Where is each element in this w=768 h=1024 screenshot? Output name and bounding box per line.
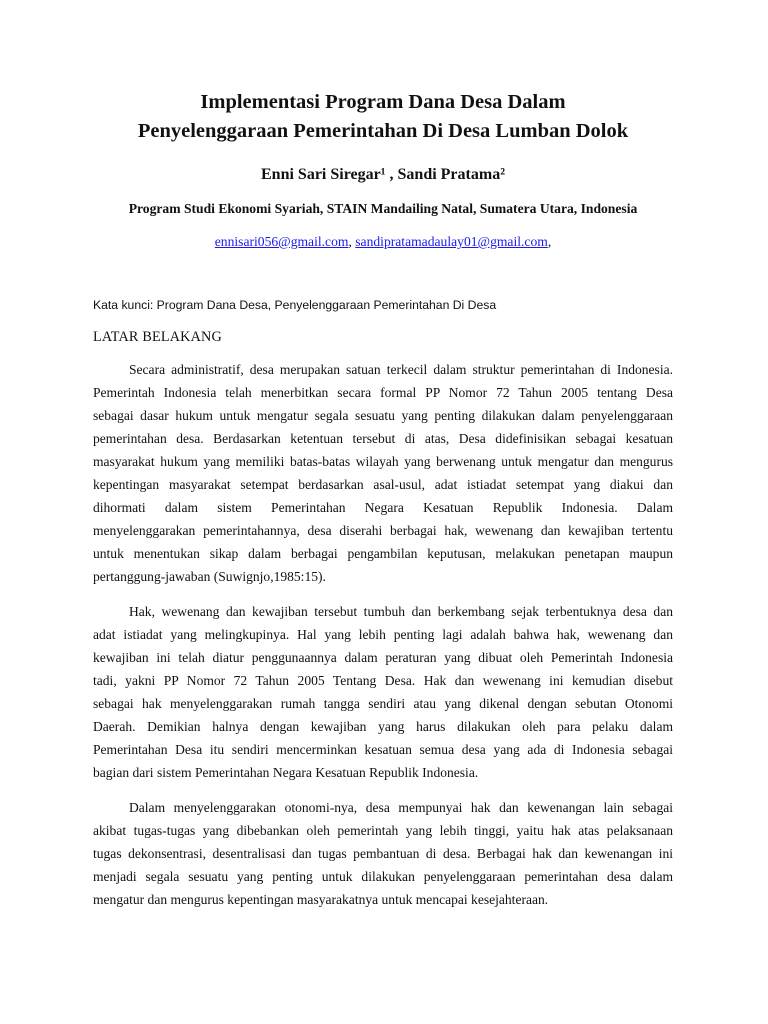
paragraph-line: menjadi segala sesuatu yang penting untuk dilakukan penyelenggaraan pemerintahan desa dalam bbox=[93, 869, 673, 884]
title-line-1: Implementasi Program Dana Desa Dalam bbox=[200, 91, 566, 113]
paragraph-line: kepentingan masyarakat setempat berdasarkan asal-usul, adat istiadat setempat yang diakui dan bbox=[93, 477, 673, 492]
email-link-1[interactable]: ennisari056@gmail.com bbox=[214, 234, 349, 249]
paragraph-line: Hak, wewenang dan kewajiban tersebut tumbuh dan berkembang sejak terbentuknya desa dan bbox=[129, 604, 673, 619]
paragraph-line: Dalam menyelenggarakan otonomi-nya, desa mempunyai hak dan kewenangan lain sebagai bbox=[129, 800, 673, 815]
paragraph-line: mengatur dan mengurus kepentingan masyarakatnya untuk mencapai kesejahteraan. bbox=[93, 892, 549, 907]
paragraph-line: tugas dekonsentrasi, desentralisasi dan tugas pembantuan di desa. Berbagai hak dan kewenangan ini bbox=[93, 846, 673, 861]
paragraph-1 bbox=[93, 358, 673, 588]
paragraph-line: sebagai hak menyelenggarakan rumah tangga sendiri atau yang dikenal dengan sebutan Otonomi bbox=[93, 696, 673, 711]
paragraph-line: pertanggung-jawaban (Suwignjo,1985:15). bbox=[93, 569, 326, 584]
email-separator: , bbox=[348, 234, 356, 249]
paragraph-line: Daerah. Demikian halnya dengan kewajiban yang harus dilakukan oleh para pelaku dalam bbox=[93, 719, 673, 734]
section-heading: LATAR BELAKANG bbox=[93, 329, 222, 345]
keywords: Kata kunci: Program Dana Desa, Penyelenggaraan Pemerintahan Di Desa bbox=[93, 298, 497, 312]
paragraph-line: masyarakat hukum yang memiliki batas-batas wilayah yang berwenang untuk mengatur dan mengurus bbox=[93, 454, 673, 469]
paper-title bbox=[93, 0, 673, 146]
title-line-2: Penyelenggaraan Pemerintahan Di Desa Lumban Dolok bbox=[137, 120, 629, 142]
paragraph-line: sebagai dasar hukum untuk mengatur segala sesuatu yang penting dilakukan dalam penyelenggaraan bbox=[93, 408, 673, 423]
paragraph-line: menyelenggarakan pemerintahannya, desa diserahi berbagai hak, wewenang dan kewajiban tertentu bbox=[93, 523, 673, 538]
paragraph-line: untuk menentukan sikap dalam berbagai pengambilan keputusan, melakukan penetapan maupun bbox=[93, 546, 673, 561]
email-link-2[interactable]: sandipratamadaulay01@gmail.com bbox=[355, 234, 548, 249]
paragraph-line: dihormati dalam sistem Pemerintahan Negara Kesatuan Republik Indonesia. Dalam bbox=[93, 500, 673, 515]
author-list: Enni Sari Siregar¹ , Sandi Pratama² bbox=[261, 166, 505, 183]
paragraph-line: Pemerintahan Desa itu sendiri mencerminkan kesatuan semua desa yang ada di Indonesia sebagai bbox=[93, 742, 673, 757]
affiliation: Program Studi Ekonomi Syariah, STAIN Mandailing Natal, Sumatera Utara, Indonesia bbox=[128, 201, 638, 216]
paragraph-line: tadi, yakni PP Nomor 72 Tahun 2005 Tentang Desa. Hak dan wewenang ini kemudian disebut bbox=[93, 673, 673, 688]
paragraph-line: kewajiban ini telah diatur penggunaannya dalam peraturan yang dibuat oleh Pemerintah Indonesia bbox=[93, 650, 673, 665]
email-trailing-comma: , bbox=[547, 234, 552, 249]
paragraph-2 bbox=[93, 600, 673, 784]
paragraph-line: adat istiadat yang melingkupinya. Hal yang lebih penting lagi adalah bahwa hak, wewenang dan bbox=[93, 627, 673, 642]
paragraph-line: pemerintahan desa. Berdasarkan ketentuan tersebut di atas, Desa didefinisikan sebagai kesatuan bbox=[93, 431, 673, 446]
paragraph-3 bbox=[93, 796, 673, 911]
paragraph-line: akibat tugas-tugas yang dibebankan oleh pemerintah yang lebih tinggi, yaitu hak atas pelaksanaan bbox=[93, 823, 673, 838]
paragraph-line: bagian dari sistem Pemerintahan Negara Kesatuan Republik Indonesia. bbox=[93, 765, 479, 780]
paragraph-line: Secara administratif, desa merupakan satuan terkecil dalam struktur pemerintahan di Indonesia. bbox=[129, 362, 673, 377]
paragraph-line: Pemerintah Indonesia telah menerbitkan secara formal PP Nomor 72 Tahun 2005 tentang Desa bbox=[93, 385, 673, 400]
author-emails bbox=[93, 232, 673, 252]
